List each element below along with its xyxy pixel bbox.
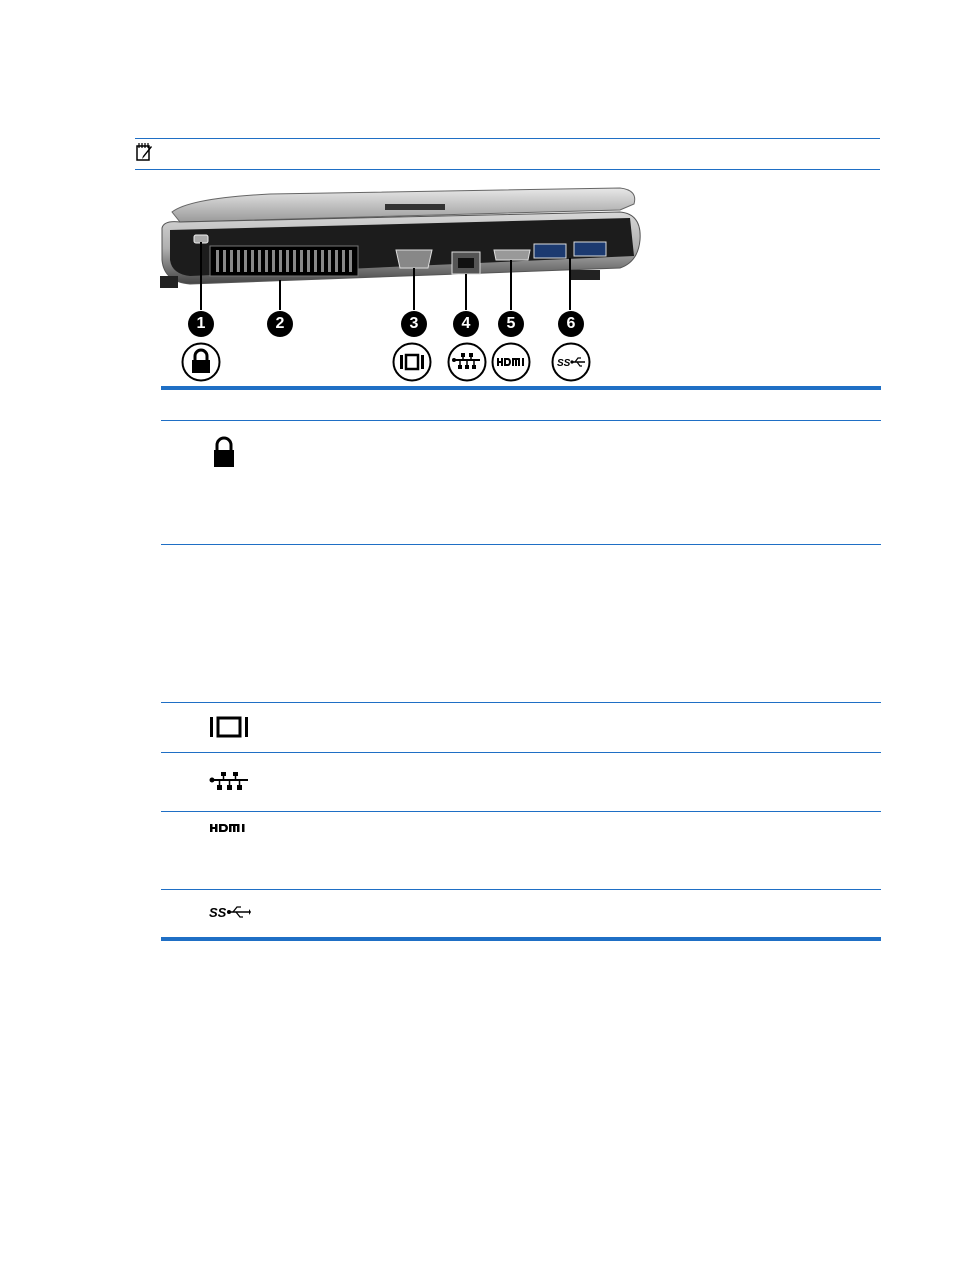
svg-text:SS: SS	[209, 905, 227, 920]
note-pencil-icon	[135, 142, 155, 162]
table-row	[161, 812, 881, 890]
table-row	[161, 545, 881, 703]
hdmi-icon	[491, 342, 531, 382]
callout-2: 2	[266, 310, 294, 338]
hdmi-icon	[209, 822, 249, 834]
table-header	[161, 390, 881, 421]
laptop-side-drawing	[150, 180, 650, 310]
laptop-left-side-illustration	[150, 180, 650, 385]
usb-ss-icon	[551, 342, 591, 382]
callout-3: 3	[400, 310, 428, 338]
note-box	[135, 138, 880, 170]
svg-text:SS: SS	[557, 358, 571, 369]
callout-1: 1	[187, 310, 215, 338]
component-table	[161, 386, 881, 941]
vga-monitor-icon	[209, 715, 249, 739]
table-row	[161, 753, 881, 812]
network-jack-icon	[209, 771, 249, 791]
table-row	[161, 703, 881, 753]
lock-icon	[209, 435, 239, 469]
table-row	[161, 890, 881, 941]
table-row	[161, 421, 881, 545]
usb-ss-icon	[209, 903, 251, 921]
network-jack-icon	[447, 342, 487, 382]
callout-4: 4	[452, 310, 480, 338]
callout-6: 6	[557, 310, 585, 338]
lock-icon	[181, 342, 221, 382]
vga-monitor-icon	[392, 342, 432, 382]
callout-5: 5	[497, 310, 525, 338]
